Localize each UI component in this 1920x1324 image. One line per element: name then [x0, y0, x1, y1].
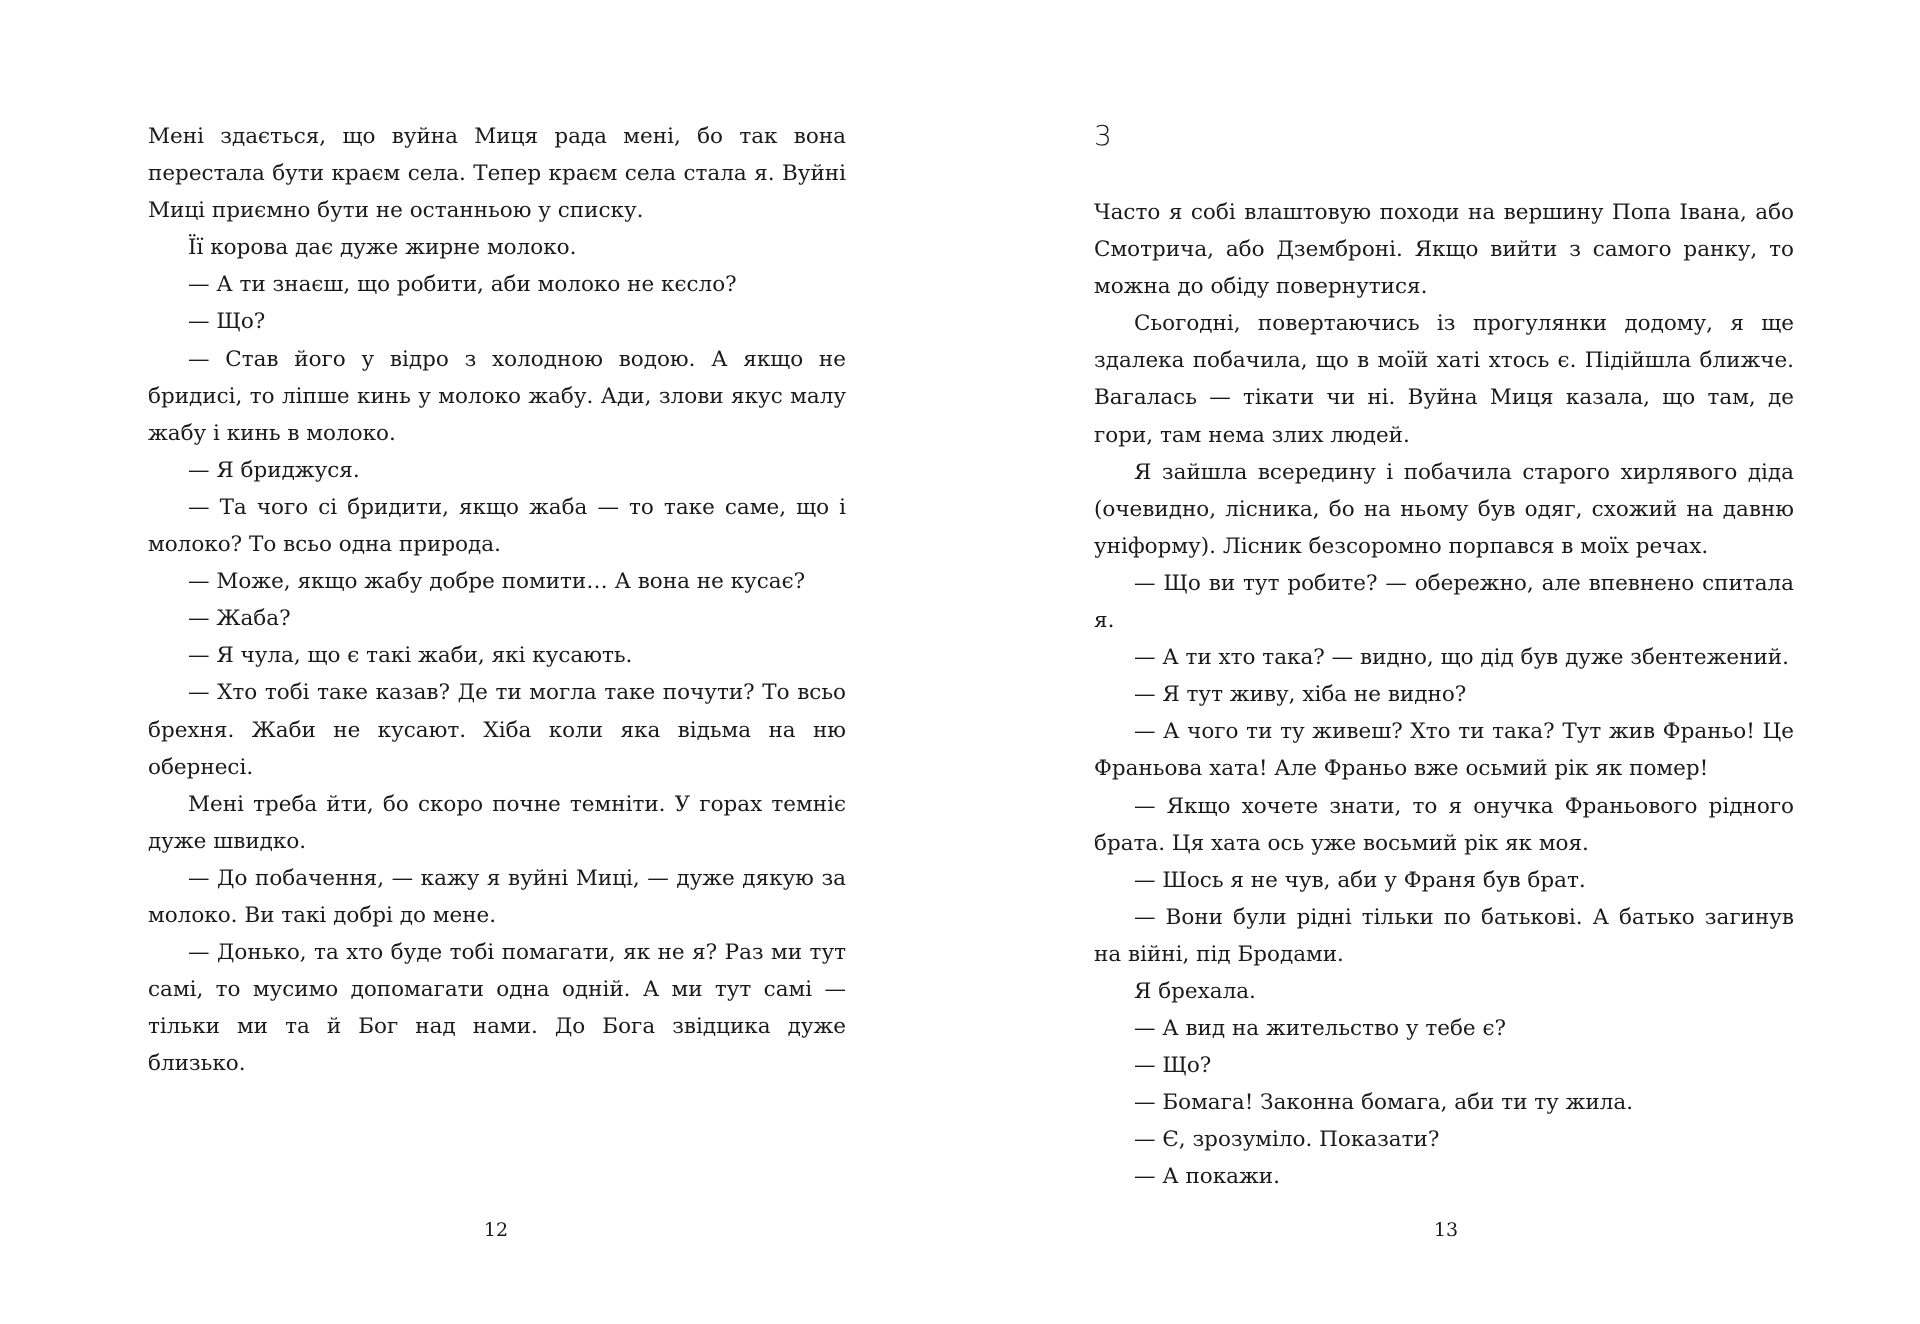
paragraph: — Я чула, що є такі жаби, які кусають.: [188, 643, 633, 669]
page-number: 12: [483, 1219, 509, 1241]
left-page-body: [148, 118, 846, 1082]
paragraph: — До побачення, — кажу я вуйні Миці, — дуже дякую за молоко. Ви такі добрі до мене.: [148, 865, 846, 928]
paragraph: — Що?: [188, 309, 266, 335]
paragraph: — Я бриджуся.: [188, 457, 360, 483]
paragraph: Сьогодні, повертаючись із прогулянки додому, я ще здалека побачила, що в моїй хаті хтось є. Підійшла ближче. Вагалась — тікати чи ні. Вуйна Миця казала, що там, де гори, там нема злих людей.: [1094, 311, 1794, 448]
paragraph: — А чого ти ту живеш? Хто ти така? Тут жив Франьо! Це Франьова хата! Але Франьо вже осьмий рік як помер!: [1094, 719, 1794, 782]
paragraph: Її корова дає дуже жирне молоко.: [188, 235, 577, 261]
paragraph: Я зайшла всередину і побачила старого хирлявого діда (очевидно, лісника, бо на ньому був одяг, схожий на давню уніформу). Лісник безсоромно порпався в моїх речах.: [1094, 459, 1794, 559]
paragraph: — А покажи.: [1134, 1164, 1280, 1190]
paragraph: Я брехала.: [1134, 978, 1256, 1004]
paragraph: — Може, якщо жабу добре помити… А вона не кусає?: [188, 569, 806, 595]
paragraph: — Що ви тут робите? — обережно, але впевнено спитала я.: [1094, 570, 1794, 634]
paragraph: — Вони були рідні тільки по батькові. А батько загинув на війні, під Бродами.: [1094, 904, 1794, 967]
chapter-number: 3: [1094, 119, 1112, 152]
paragraph: Часто я собі влаштовую походи на вершину Попа Івана, або Смотрича, або Дземброні. Якщо вийти з самого ранку, то можна до обіду повернутися.: [1094, 200, 1794, 300]
paragraph: — Я тут живу, хіба не видно?: [1134, 682, 1467, 708]
paragraph: — Якщо хочете знати, то я онучка Франьового рідного брата. Ця хата ось уже восьмий рік як моя.: [1094, 793, 1794, 856]
page-number: 13: [1433, 1219, 1459, 1241]
paragraph: — Шось я не чув, аби у Франя був брат.: [1134, 867, 1586, 893]
paragraph: Мені здається, що вуйна Миця рада мені, бо так вона перестала бути краєм села. Тепер краєм села стала я. Вуйні Миці приємно бути не останньою у списку.: [148, 124, 846, 224]
paragraph: — Хто тобі таке казав? Де ти могла таке почути? То всьо брехня. Жаби не кусают. Хіба коли яка відьма на ню обернесі.: [148, 680, 846, 780]
paragraph: — Є, зрозуміло. Показати?: [1134, 1127, 1440, 1153]
paragraph: — А вид на жительство у тебе є?: [1134, 1016, 1507, 1042]
right-page-body: [1094, 194, 1794, 1196]
paragraph: — Бомага! Законна бомага, аби ти ту жила.: [1134, 1090, 1634, 1116]
paragraph: — А ти знаєш, що робити, аби молоко не кєсло?: [188, 272, 737, 298]
paragraph: — Жаба?: [188, 606, 291, 632]
paragraph: — Донько, та хто буде тобі помагати, як не я? Раз ми тут самі, то мусимо допомагати одна одній. А ми тут самі — тільки ми та й Бог над нами. До Бога звідцика дуже близько.: [148, 940, 846, 1077]
paragraph: Мені треба йти, бо скоро почне темніти. У горах темніє дуже швидко.: [148, 791, 846, 854]
paragraph: — Та чого сі бридити, якщо жаба — то таке саме, що і молоко? То всьо одна природа.: [148, 494, 846, 558]
paragraph: — Став його у відро з холодною водою. А якщо не бридисі, то ліпше кинь у молоко жабу. Ади, злови якус малу жабу і кинь в молоко.: [148, 346, 846, 446]
paragraph: — Що?: [1134, 1053, 1212, 1079]
paragraph: — А ти хто така? — видно, що дід був дуже збентежений.: [1134, 645, 1789, 671]
